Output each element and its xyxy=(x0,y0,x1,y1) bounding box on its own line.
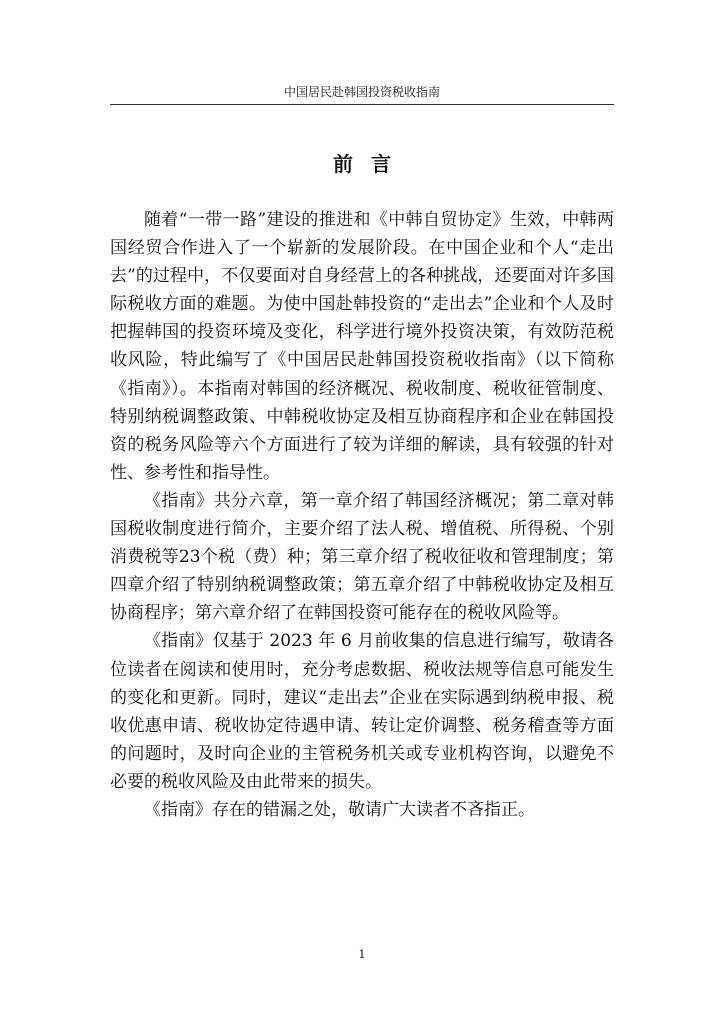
running-header-title: 中国居民赴韩国投资税收指南 xyxy=(283,85,440,99)
paragraph-disclaimer: 《指南》仅基于 2023 年 6 月前收集的信息进行编写，敬请各位读者在阅读和使用时，充分考虑数据、税收法规等信息可能发生的变化和更新。同时，建议“走出去”企业在实际遇到纳税申报、税收优惠申请、税收协定待遇申请、转让定价调整、税务稽查等方面的问题时，及时向企业的主管税务机关或专业机构咨询，以避免不必要的税收风险及由此带来的损失。 xyxy=(110,631,614,792)
running-header xyxy=(110,84,614,105)
page-number: 1 xyxy=(358,948,366,961)
paragraph-feedback: 《指南》存在的错漏之处，敬请广大读者不吝指正。 xyxy=(144,799,535,820)
paragraph-intro: 随着“一带一路”建设的推进和《中韩自贸协定》生效，中韩两国经贸合作进入了一个崭新的发展阶段。在中国企业和个人“走出去”的过程中，不仅要面对自身经营上的各种挑战，还要面对许多国际税收方面的难题。为使中国赴韩投资的“走出去”企业和个人及时把握韩国的投资环境及变化，科学进行境外投资决策，有效防范税收风险，特此编写了《中国居民赴韩国投资税收指南》（以下简称《指南》）。本指南对韩国的经济概况、税收制度、税收征管制度、特别纳税调整政策、中韩税收协定及相互协商程序和企业在韩国投资的税务风险等六个方面进行了较为详细的解读，具有较强的针对性、参考性和指导性。 xyxy=(110,210,614,483)
page-title: 前言 xyxy=(333,152,409,176)
preface-body xyxy=(110,206,614,824)
paragraph-chapters: 《指南》共分六章，第一章介绍了韩国经济概况；第二章对韩国税收制度进行简介，主要介绍了法人税、增值税、所得税、个别消费税等23个税（费）种；第三章介绍了税收征收和管理制度；第四章介绍了特别纳税调整政策；第五章介绍了中韩税收协定及相互协商程序；第六章介绍了在韩国投资可能存在的税收风险等。 xyxy=(110,490,614,624)
